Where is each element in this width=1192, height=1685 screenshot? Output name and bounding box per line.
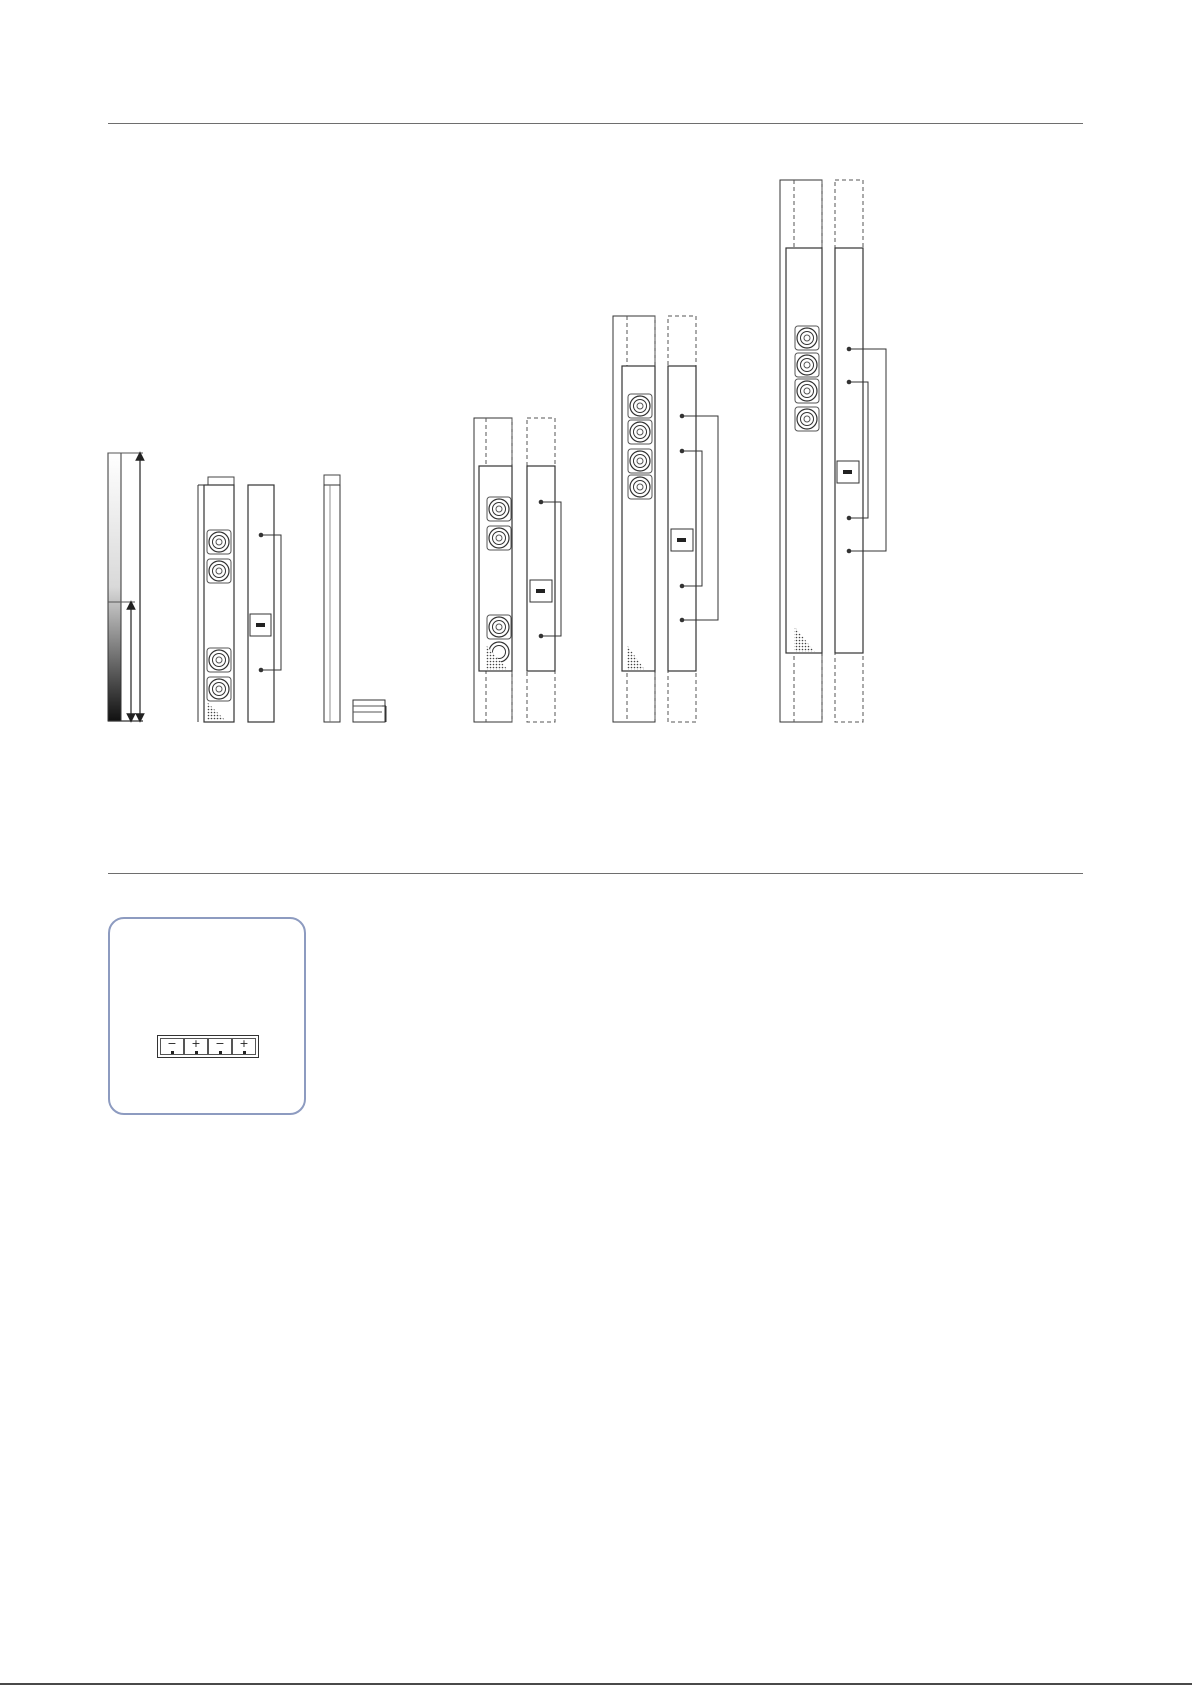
speaker-driver xyxy=(207,530,231,554)
back-panel-2x2 xyxy=(248,485,281,722)
back-panel-3 xyxy=(527,418,561,722)
speaker-driver xyxy=(487,526,511,550)
speaker-column-4-mid xyxy=(613,316,655,722)
terminal-cell-negative xyxy=(160,1038,184,1055)
speaker-driver xyxy=(795,379,819,403)
back-panel-4-mid xyxy=(668,316,718,722)
speaker-driver xyxy=(628,449,652,473)
terminal-screw-icon xyxy=(243,1051,246,1054)
side-profile-panel xyxy=(324,475,386,722)
terminal-callout-box xyxy=(108,917,306,1115)
terminal-sign: + xyxy=(239,1037,249,1050)
terminal-cell-positive xyxy=(184,1038,208,1055)
speaker-column-2x2 xyxy=(198,477,234,722)
speaker-column-3 xyxy=(474,418,512,722)
speaker-driver xyxy=(628,420,652,444)
speaker-driver xyxy=(487,615,511,639)
terminal-screw-icon xyxy=(195,1051,198,1054)
terminal-cell-negative xyxy=(208,1038,232,1055)
terminal-cell-positive xyxy=(232,1038,256,1055)
back-panel-4-tall xyxy=(835,180,886,722)
terminal-screw-icon xyxy=(171,1051,174,1054)
speaker-driver xyxy=(207,677,231,701)
speaker-driver xyxy=(795,353,819,377)
terminal-sign: − xyxy=(215,1037,225,1050)
speaker-terminal-block xyxy=(157,1035,259,1058)
terminal-sign: + xyxy=(191,1037,201,1050)
height-gauge xyxy=(108,453,143,721)
speaker-driver xyxy=(628,394,652,418)
speaker-driver xyxy=(207,648,231,672)
speaker-driver xyxy=(207,559,231,583)
speaker-driver xyxy=(628,475,652,499)
terminal-screw-icon xyxy=(219,1051,222,1054)
speaker-driver xyxy=(487,497,511,521)
speaker-driver xyxy=(795,326,819,350)
terminal-sign: − xyxy=(167,1037,177,1050)
speaker-column-4-tall xyxy=(780,180,822,722)
speaker-driver xyxy=(795,407,819,431)
